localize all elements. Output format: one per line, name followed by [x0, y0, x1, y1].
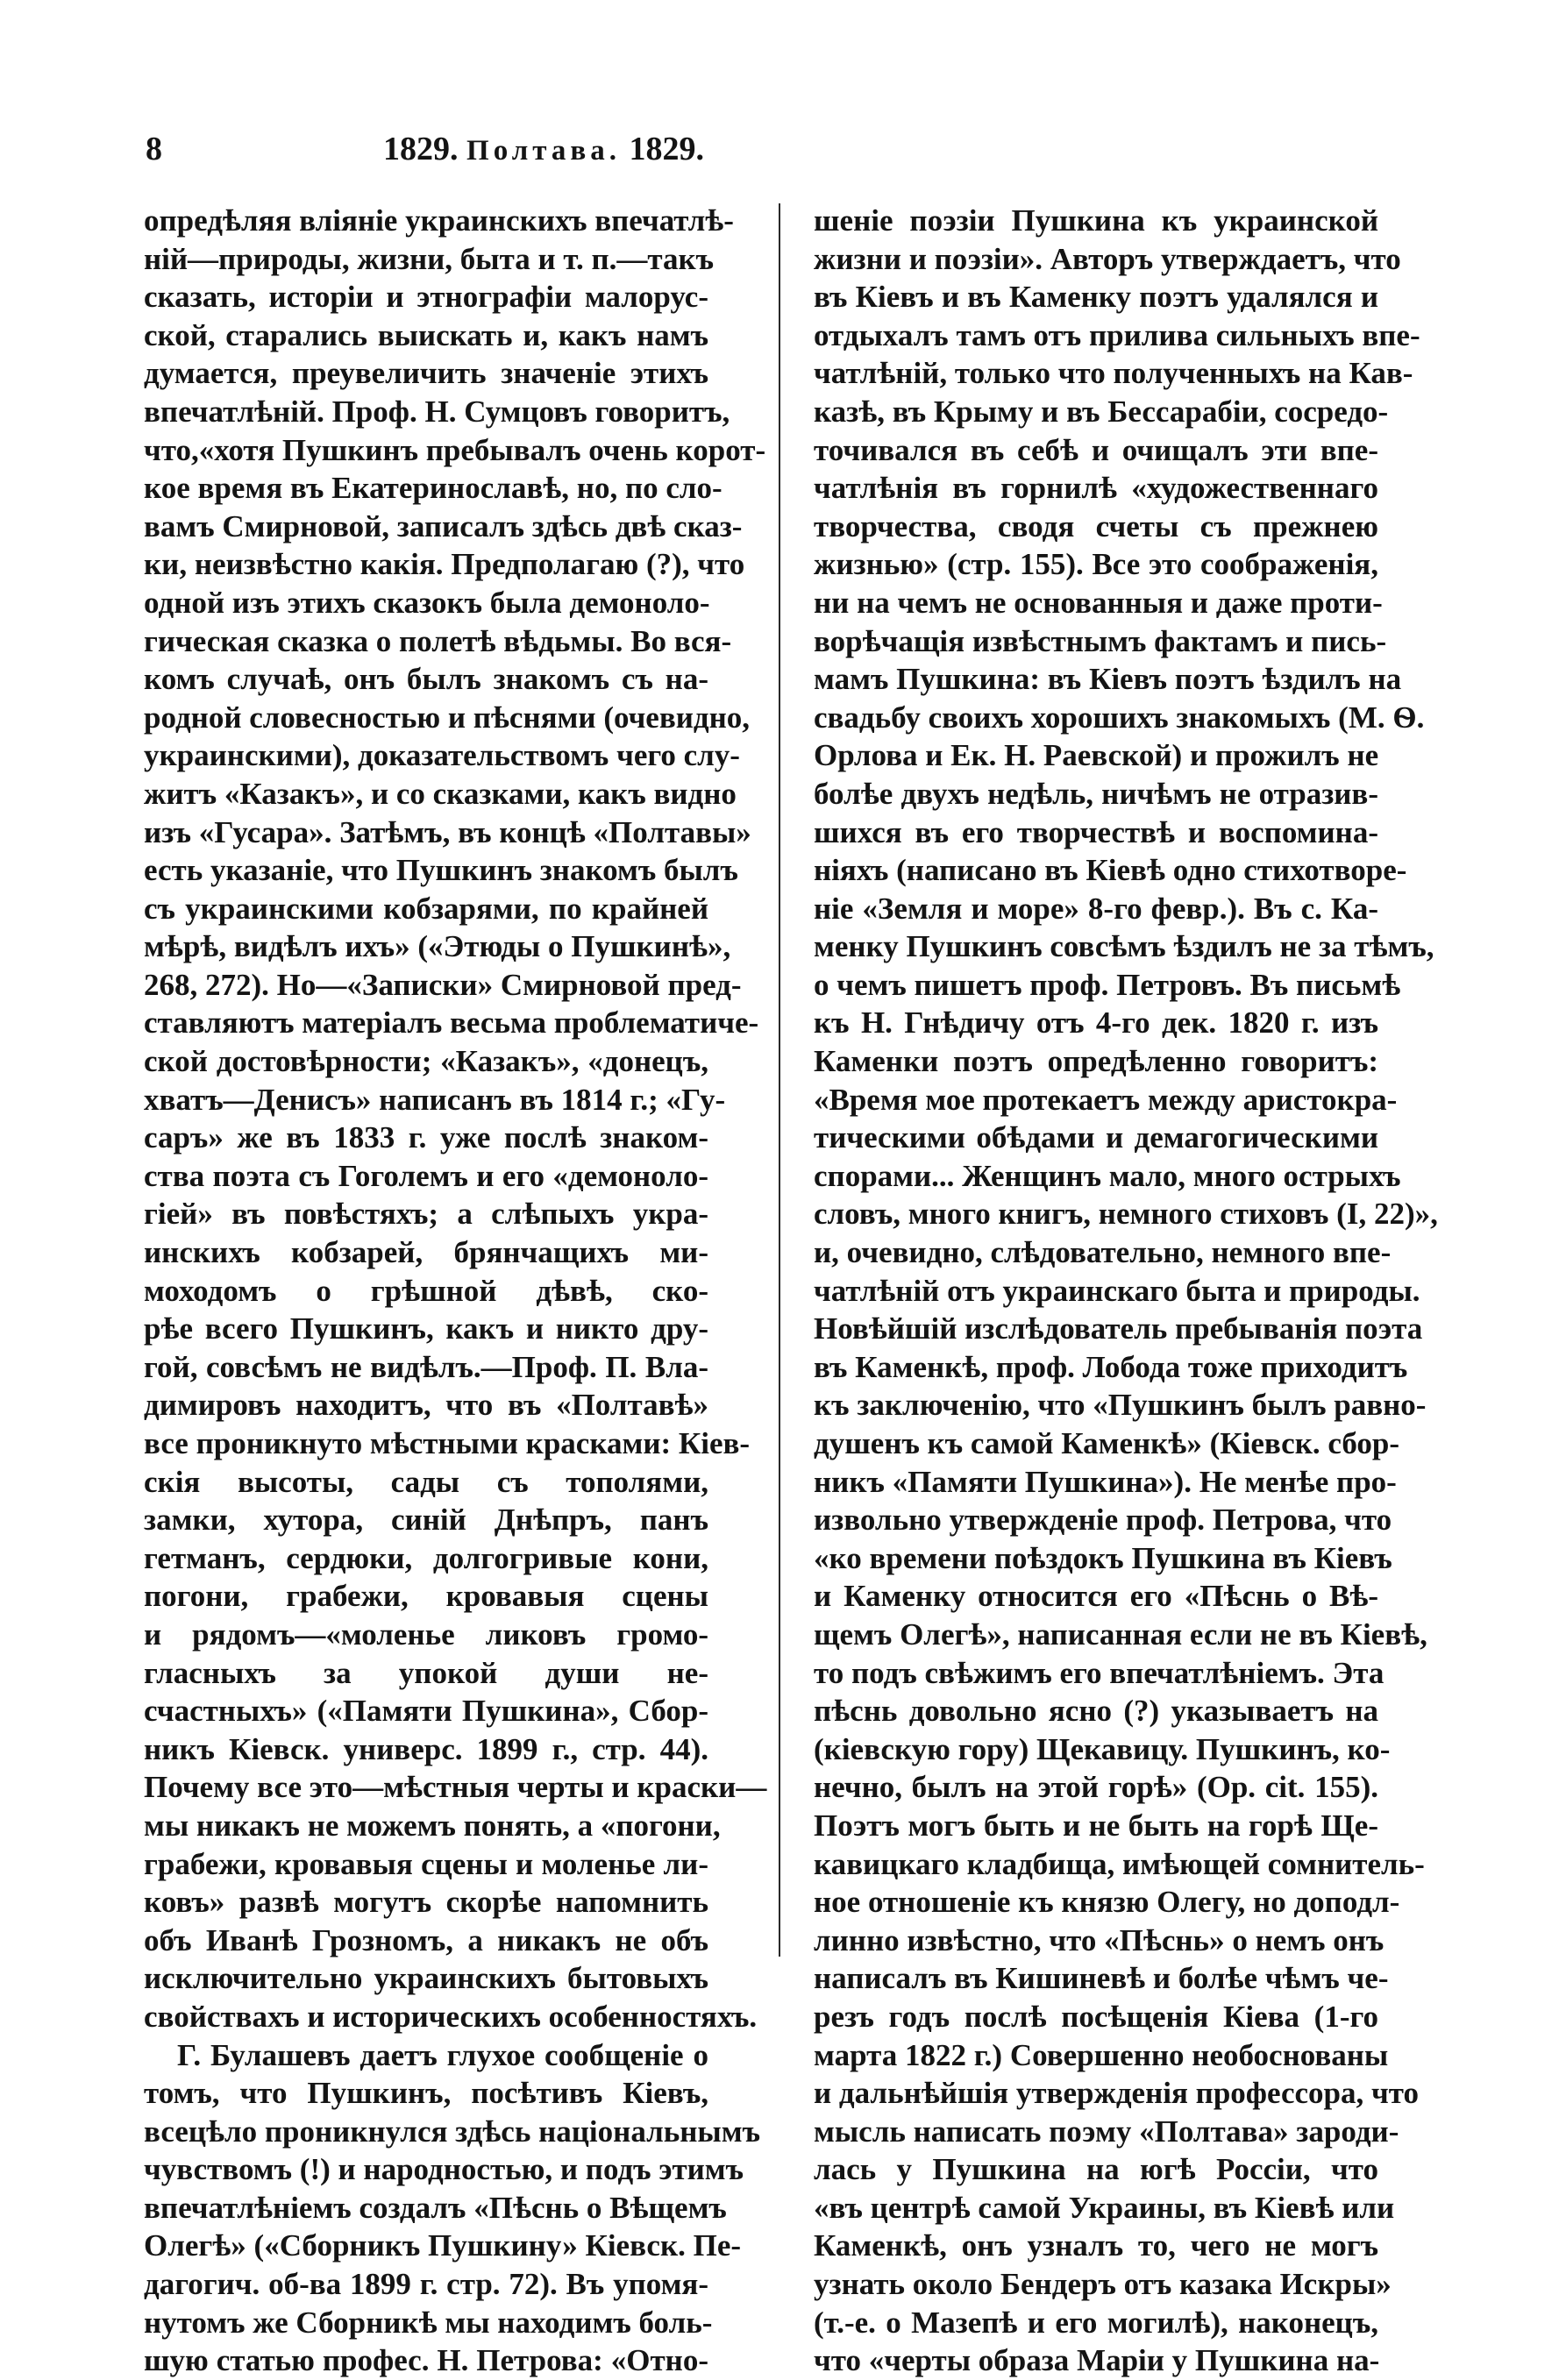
- text-line: Почему все это—мѣстныя черты и краски—: [144, 1770, 767, 1805]
- text-line: сказать, исторіи и этнографіи малорус-: [144, 280, 708, 315]
- text-line: Поэтъ могъ быть и не быть на горѣ Ще-: [814, 1808, 1378, 1843]
- text-line: саръ» же въ 1833 г. уже послѣ знаком-: [144, 1120, 708, 1155]
- text-line: Олегѣ» («Сборникъ Пушкину» Кіевск. Пе-: [144, 2228, 742, 2263]
- text-line: ніе «Земля и море» 8-го февр.). Въ с. Ка-: [814, 891, 1378, 926]
- text-line: ворѣчащія извѣстнымъ фактамъ и пись-: [814, 623, 1387, 658]
- text-line: впечатлѣній. Проф. Н. Сумцовъ говоритъ,: [144, 394, 730, 429]
- text-line: замки, хутора, синій Днѣпръ, панъ: [144, 1503, 708, 1538]
- text-line: никъ Кіевск. универс. 1899 г., стр. 44).: [144, 1731, 708, 1766]
- text-line: мысль написать поэму «Полтава» зароди-: [814, 2114, 1399, 2149]
- text-line: все проникнуто мѣстными красками: Кіев-: [144, 1426, 751, 1460]
- text-line: свойствахъ и историческихъ особенностяхъ.: [144, 1999, 758, 2034]
- text-line: линно извѣстно, что «Пѣснь» о немъ онъ: [814, 1922, 1384, 1957]
- text-line: написалъ въ Кишиневѣ и болѣе чѣмъ че-: [814, 1961, 1389, 1996]
- text-line: ни на чемъ не основанныя и даже проти-: [814, 585, 1383, 620]
- text-line: марта 1822 г.) Совершенно необоснованы: [814, 2037, 1389, 2072]
- text-line: никъ «Памяти Пушкина»). Не менѣе про-: [814, 1464, 1397, 1499]
- text-line: дагогич. об-ва 1899 г. стр. 72). Въ упомя-: [144, 2267, 708, 2302]
- text-line: и Каменку относится его «Пѣснь о Вѣ-: [814, 1579, 1378, 1614]
- text-line: Г. Булашевъ даетъ глухое сообщеніе о: [177, 2037, 708, 2072]
- text-line: впечатлѣніемъ создалъ «Пѣснь о Вѣщемъ: [144, 2190, 727, 2225]
- text-line: жизни и поэзіи». Авторъ утверждаетъ, что: [814, 241, 1401, 276]
- text-line: ской достовѣрности; «Казакъ», «донецъ,: [144, 1044, 708, 1079]
- text-line: мѣрѣ, видѣлъ ихъ» («Этюды о Пушкинѣ»,: [144, 929, 731, 964]
- text-line: томъ, что Пушкинъ, посѣтивъ Кіевъ,: [144, 2076, 708, 2111]
- text-line: опредѣляя вліяніе украинскихъ впечатлѣ-: [144, 203, 734, 238]
- text-line: ства поэта съ Гоголемъ и его «демоноло-: [144, 1158, 708, 1193]
- text-line: одной изъ этихъ сказокъ была демоноло-: [144, 585, 710, 620]
- text-line: чувствомъ (!) и народностью, и подъ этимъ: [144, 2152, 744, 2187]
- text-line: Новѣйшій изслѣдователь пребыванія поэта: [814, 1311, 1423, 1346]
- right-column: [814, 202, 1438, 2378]
- text-line: ній—природы, жизни, быта и т. п.—такъ: [144, 241, 715, 276]
- page-number: 8: [146, 131, 162, 167]
- text-line: къ Н. Гнѣдичу отъ 4-го дек. 1820 г. изъ: [814, 1005, 1378, 1041]
- text-line: объ Иванѣ Грозномъ, а никакъ не объ: [144, 1922, 708, 1957]
- text-line: въ Кіевъ и въ Каменку поэтъ удалялся и: [814, 280, 1378, 315]
- text-line: «въ центрѣ самой Украины, въ Кіевѣ или: [814, 2190, 1395, 2225]
- text-line: что,«хотя Пушкинъ пребывалъ очень корот-: [144, 432, 766, 467]
- text-line: (кіевскую гору) Щекавицу. Пушкинъ, ко-: [814, 1731, 1391, 1766]
- text-line: вамъ Смирновой, записалъ здѣсь двѣ сказ-: [144, 508, 743, 543]
- text-line: гическая сказка о полетѣ вѣдьмы. Во вся-: [144, 623, 732, 658]
- text-line: словъ, много книгъ, немного стиховъ (I, 22)»,: [814, 1197, 1438, 1232]
- text-line: то подъ свѣжимъ его впечатлѣніемъ. Эта: [814, 1655, 1384, 1690]
- text-line: чатлѣній, только что полученныхъ на Кав-: [814, 356, 1413, 391]
- text-line: украинскими), доказательствомъ чего слу-: [144, 738, 740, 773]
- text-line: гой, совсѣмъ не видѣлъ.—Проф. П. Вла-: [144, 1349, 708, 1384]
- text-line: щемъ Олегѣ», написанная если не въ Кіевѣ,: [814, 1616, 1427, 1652]
- text-line: мамъ Пушкина: въ Кіевъ поэтъ ѣздилъ на: [814, 662, 1402, 697]
- text-line: «ко времени поѣздокъ Пушкина въ Кіевъ: [814, 1540, 1392, 1575]
- text-line: ніяхъ (написано въ Кіевѣ одно стихотворе-: [814, 853, 1407, 888]
- text-line: свадьбу своихъ хорошихъ знакомыхъ (М. Ѳ.: [814, 700, 1425, 735]
- text-line: кое время въ Екатеринославѣ, но, по сло-: [144, 471, 722, 506]
- text-line: гетманъ, сердюки, долгогривые кони,: [144, 1540, 708, 1575]
- text-line: тическими обѣдами и демагогическими: [814, 1120, 1378, 1155]
- year-left: 1829.: [383, 131, 459, 167]
- text-line: рѣе всего Пушкинъ, какъ и никто дру-: [144, 1311, 708, 1346]
- text-line: нутомъ же Сборникѣ мы находимъ боль-: [144, 2305, 713, 2340]
- text-line: погони, грабежи, кровавыя сцены: [144, 1579, 708, 1614]
- title-poltava: Полтава.: [466, 135, 621, 167]
- text-line: ковъ» развѣ могутъ скорѣе напомнить: [144, 1885, 708, 1920]
- text-line: и рядомъ—«моленье ликовъ громо-: [144, 1616, 708, 1652]
- text-line: душенъ къ самой Каменкѣ» (Кіевск. сбор-: [814, 1426, 1400, 1460]
- text-line: казѣ, въ Крыму и въ Бессарабіи, сосредо-: [814, 394, 1389, 429]
- text-line: исключительно украинскихъ бытовыхъ: [144, 1961, 708, 1996]
- text-line: гіей» въ повѣстяхъ; а слѣпыхъ укра-: [144, 1197, 708, 1232]
- text-line: творчества, сводя счеты съ прежнею: [814, 508, 1378, 543]
- text-line: и дальнѣйшія утвержденія профессора, что: [814, 2076, 1419, 2111]
- text-line: спорами... Женщинъ мало, много острыхъ: [814, 1158, 1401, 1193]
- text-line: счастныхъ» («Памяти Пушкина», Сбор-: [144, 1694, 708, 1729]
- text-line: въ Каменкѣ, проф. Лобода тоже приходитъ: [814, 1349, 1408, 1384]
- text-line: ской, старались выискать и, какъ намъ: [144, 317, 708, 352]
- text-line: димировъ находитъ, что въ «Полтавѣ»: [144, 1388, 708, 1423]
- column-divider: [779, 203, 780, 1957]
- text-line: чатлѣній отъ украинскаго быта и природы.: [814, 1273, 1420, 1308]
- text-line: скія высоты, сады съ тополями,: [144, 1464, 708, 1499]
- text-line: шеніе поэзіи Пушкина къ украинской: [814, 203, 1378, 238]
- text-line: Каменки поэтъ опредѣленно говоритъ:: [814, 1044, 1378, 1079]
- text-line: чатлѣнія въ горнилѣ «художественнаго: [814, 471, 1378, 506]
- text-line: инскихъ кобзарей, брянчащихъ ми-: [144, 1235, 708, 1270]
- text-line: думается, преувеличить значеніе этихъ: [144, 356, 708, 391]
- year-right: 1829.: [629, 131, 704, 167]
- text-line: къ заключенію, что «Пушкинъ былъ равно-: [814, 1388, 1427, 1423]
- text-line: Каменкѣ, онъ узналъ то, чего не могъ: [814, 2228, 1378, 2263]
- text-line: ное отношеніе къ князю Олегу, но доподл-: [814, 1885, 1400, 1920]
- page-header: [140, 130, 947, 182]
- text-line: 268, 272). Но—«Записки» Смирновой пред-: [144, 967, 742, 1002]
- text-line: шихся въ его творчествѣ и воспомина-: [814, 814, 1378, 849]
- text-line: съ украинскими кобзарями, по крайней: [144, 891, 708, 926]
- text-line: болѣе двухъ недѣль, ничѣмъ не отразив-: [814, 776, 1378, 811]
- text-line: жизнью» (стр. 155). Все это соображенія,: [814, 547, 1378, 582]
- text-line: ки, неизвѣстно какія. Предполагаю (?), что: [144, 547, 745, 582]
- text-line: моходомъ о грѣшной дѣвѣ, ско-: [144, 1273, 708, 1308]
- text-line: точивался въ себѣ и очищалъ эти впе-: [814, 432, 1378, 467]
- text-line: житъ «Казакъ», и со сказками, какъ видно: [144, 776, 737, 811]
- text-line: кавицкаго кладбища, имѣющей сомнитель-: [814, 1846, 1425, 1881]
- text-line: «Время мое протекаетъ между аристокра-: [814, 1082, 1398, 1117]
- text-line: мы никакъ не можемъ понять, а «погони,: [144, 1808, 721, 1843]
- text-line: гласныхъ за упокой души не-: [144, 1655, 708, 1690]
- text-line: хватъ—Денисъ» написанъ въ 1814 г.; «Гу-: [144, 1082, 726, 1117]
- running-title: [140, 130, 947, 168]
- text-line: (т.-е. о Мазепѣ и его могилѣ), наконецъ,: [814, 2305, 1378, 2340]
- text-line: резъ годъ послѣ посѣщенія Кіева (1-го: [814, 1999, 1378, 2034]
- text-line: что «черты образа Маріи у Пушкина на-: [814, 2343, 1380, 2378]
- text-line: изъ «Гусара». Затѣмъ, въ концѣ «Полтавы»: [144, 814, 751, 849]
- text-line: отдыхалъ тамъ отъ прилива сильныхъ впе-: [814, 317, 1420, 352]
- text-line: пѣснь довольно ясно (?) указываетъ на: [814, 1694, 1378, 1729]
- text-line: ставляютъ матеріалъ весьма проблематиче-: [144, 1005, 759, 1041]
- text-line: и, очевидно, слѣдовательно, немного впе-: [814, 1235, 1392, 1270]
- text-line: шую статью профес. Н. Петрова: «Отно-: [144, 2343, 708, 2378]
- text-line: лась у Пушкина на югѣ Россіи, что: [814, 2152, 1378, 2187]
- text-line: Орлова и Ек. Н. Раевской) и прожилъ не: [814, 738, 1379, 773]
- text-line: родной словесностью и пѣснями (очевидно,: [144, 700, 751, 735]
- left-column: [144, 202, 767, 2378]
- text-line: узнать около Бендеръ отъ казака Искры»: [814, 2267, 1392, 2302]
- text-line: извольно утвержденіе проф. Петрова, что: [814, 1503, 1392, 1538]
- text-line: комъ случаѣ, онъ былъ знакомъ съ на-: [144, 662, 708, 697]
- text-line: грабежи, кровавыя сцены и моленье ли-: [144, 1846, 708, 1881]
- text-line: есть указаніе, что Пушкинъ знакомъ былъ: [144, 853, 738, 888]
- text-line: менку Пушкинъ совсѣмъ ѣздилъ не за тѣмъ,: [814, 929, 1434, 964]
- text-line: о чемъ пишетъ проф. Петровъ. Въ письмѣ: [814, 967, 1401, 1002]
- text-line: нечно, былъ на этой горѣ» (Op. cit. 155).: [814, 1770, 1378, 1805]
- text-line: всецѣло проникнулся здѣсь національнымъ: [144, 2114, 761, 2149]
